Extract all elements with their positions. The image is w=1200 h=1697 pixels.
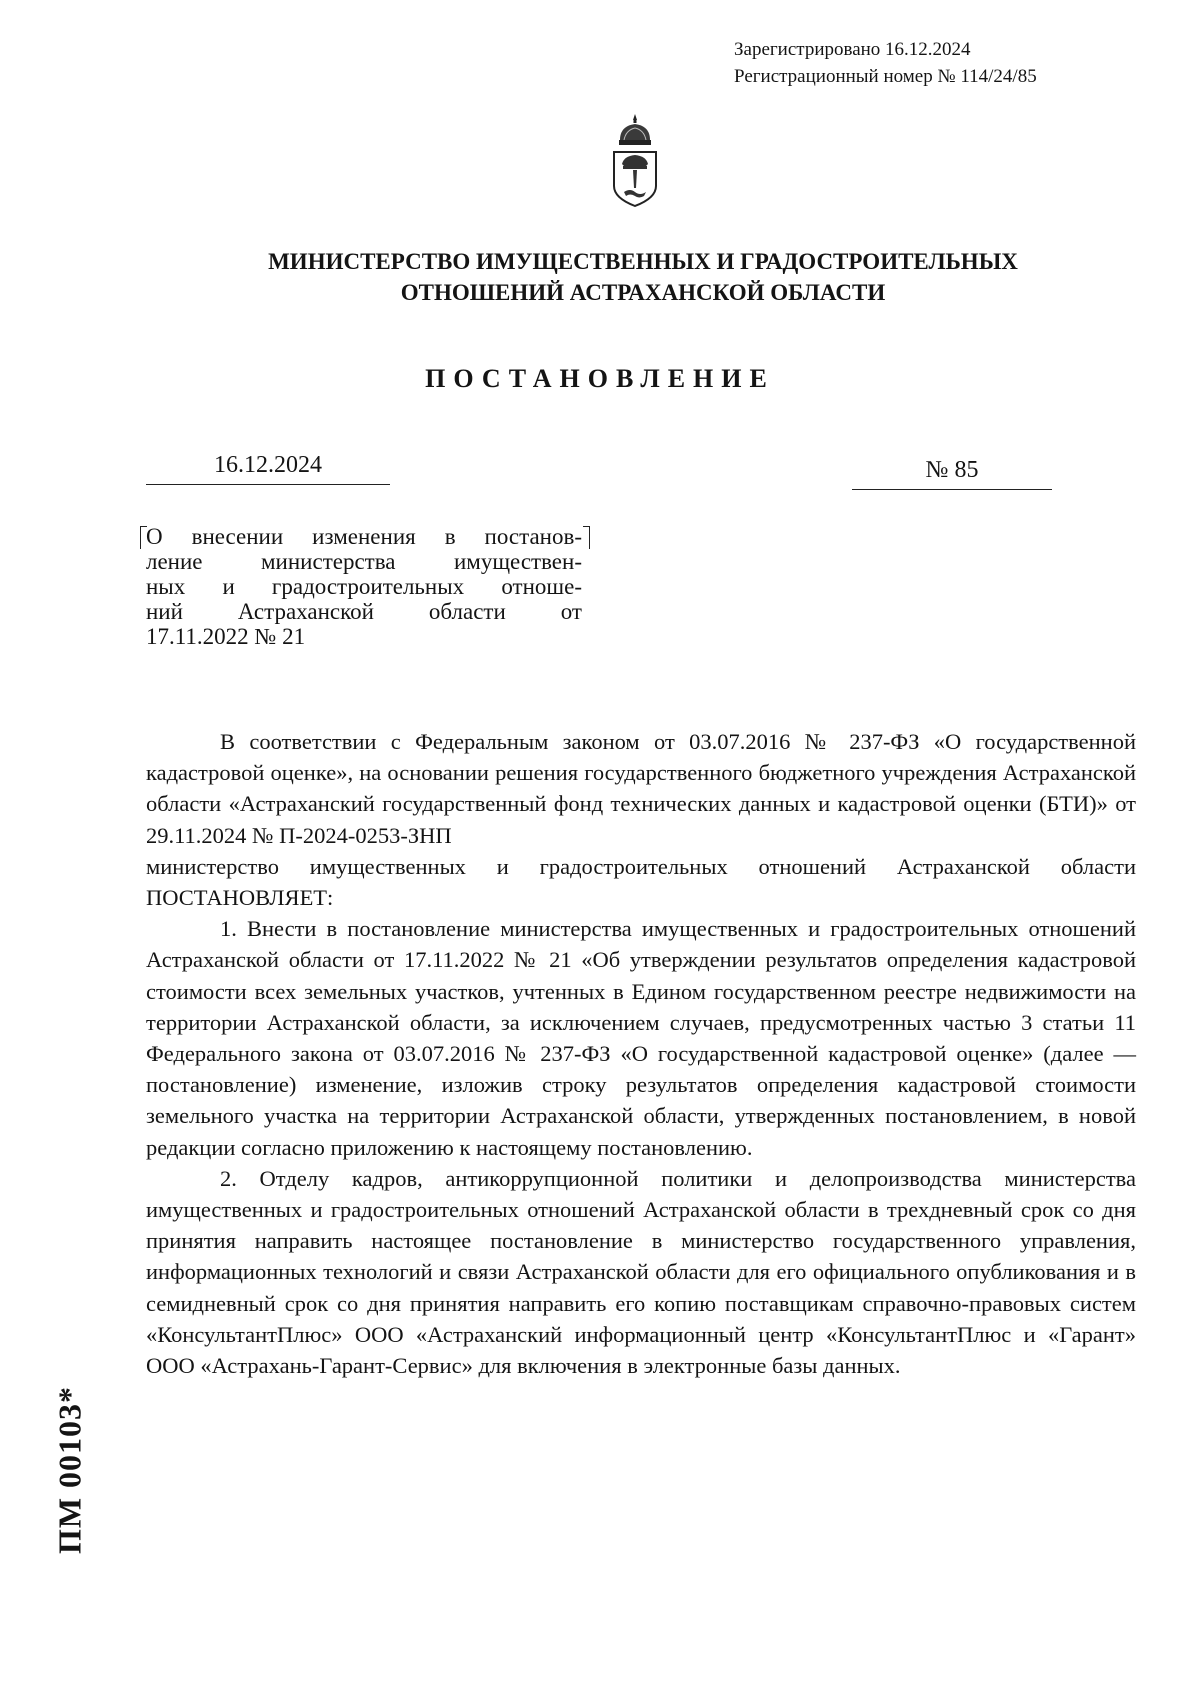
ministry-name (200, 246, 1086, 308)
registration-stamp (734, 36, 1037, 90)
preamble-paragraph: В соответствии с Федеральным законом от 03.07.2016 № 237-ФЗ «О государственной кадастровой оценке», на основании решения государственного бюджетного учреждения Астраханской области «Астраханский государственный фонд технических данных и кадастровой оценки (БТИ)» от 29.11.2024 № П-2024-0253-ЗНП (146, 729, 1136, 848)
item-1-paragraph: 1. Внести в постановление министерства имущественных и градостроительных отношений Астраханской области от 17.11.2022 № 21 «Об утверждении результатов определения кадастровой стоимости всех земельных участков, учтенных в Едином государственном реестре недвижимости на территории Астраханской области, за исключением случаев, предусмотренных частью 3 статьи 11 Федерального закона от 03.07.2016 № 237-ФЗ «О государственной кадастровой оценке» (далее — постановление) изменение, изложив строку результатов определения кадастровой стоимости земельного участка на территории Астраханской области, утвержденных постановлением, в новой редакции согласно приложению к настоящему постановлению. (146, 916, 1136, 1160)
document-date: 16.12.2024 (146, 450, 390, 485)
document-number: № 85 (852, 455, 1052, 490)
subject-line: ний Астраханской области от (146, 599, 582, 624)
ministry-name-line-2: ОТНОШЕНИЙ АСТРАХАНСКОЙ ОБЛАСТИ (400, 280, 886, 305)
subject-bracket-right (583, 526, 590, 549)
registration-date: Зарегистрировано 16.12.2024 (734, 39, 971, 60)
subject-line: ных и градостроительных отноше- (146, 574, 582, 599)
document-body (146, 726, 1136, 1381)
resolves-paragraph: министерство имущественных и градостроительных отношений Астраханской области ПОСТАНОВЛЯЕТ: (146, 853, 1136, 911)
side-stamp (50, 1370, 90, 1570)
subject-line: ление министерства имуществен- (146, 549, 582, 574)
ministry-name-line-1: МИНИСТЕРСТВО ИМУЩЕСТВЕННЫХ И ГРАДОСТРОИТЕЛЬНЫХ (268, 249, 1018, 274)
registration-number: Регистрационный номер № 114/24/85 (734, 66, 1037, 87)
astrakhan-coat-of-arms-icon (606, 112, 664, 212)
document-subject (146, 524, 582, 649)
side-stamp-text: ПМ 00103* (51, 1385, 88, 1555)
subject-line: 17.11.2022 № 21 (146, 624, 306, 649)
document-type-title: ПОСТАНОВЛЕНИЕ (425, 364, 775, 393)
subject-bracket-left (140, 526, 147, 549)
item-2-paragraph: 2. Отделу кадров, антикоррупционной политики и делопроизводства министерства имущественных и градостроительных отношений Астраханской области в трехдневный срок со дня принятия направить настоящее постановление в министерство государственного управления, информационных технологий и связи Астраханской области для его официального опубликования и в семидневный срок со дня принятия направить его копию поставщикам справочно-правовых систем «КонсультантПлюс» ООО «Астраханский информационный центр «КонсультантПлюс и «Гарант» ООО «Астрахань-Гарант-Сервис» для включения в электронные базы данных. (146, 1165, 1136, 1379)
subject-line: О внесении изменения в постанов- (146, 524, 582, 549)
